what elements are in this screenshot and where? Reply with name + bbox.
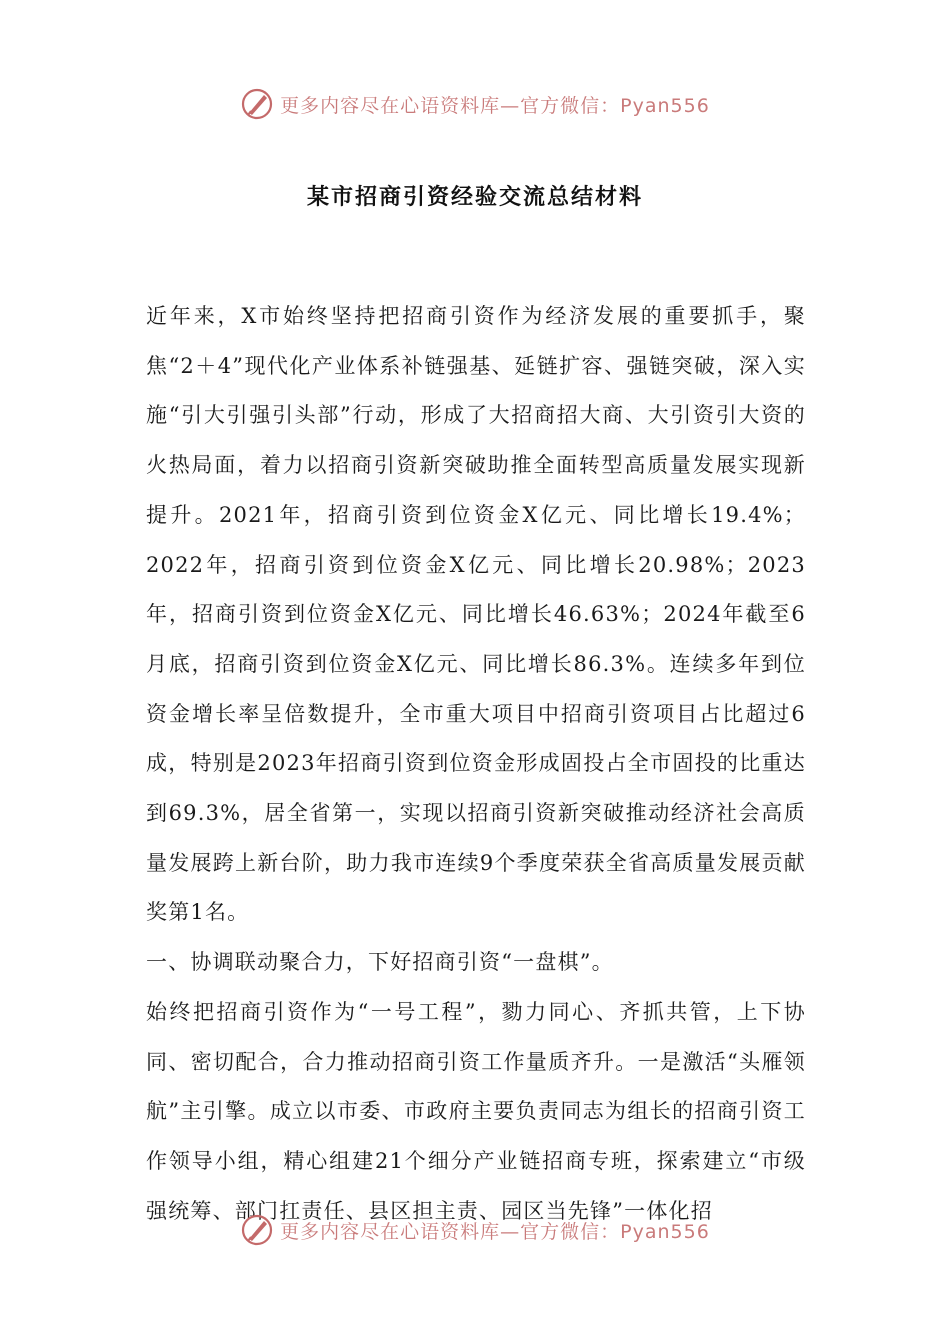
- document-title: 某市招商引资经验交流总结材料: [306, 185, 643, 210]
- header-watermark: [0, 84, 950, 124]
- body-paragraph: 始终把招商引资作为“一号工程”，勠力同心、齐抓共管，上下协同、密切配合，合力推动招商引资工作量质齐升。一是激活“头雁领航”主引擎。成立以市委、市政府主要负责同志为组长的招商引资工作领导小组，精心组建21个细分产业链招商专班，探索建立“市级强统筹、部门扛责任、县区担主责、园区当先锋”一体化招: [146, 999, 806, 1223]
- document-body: [146, 292, 806, 1236]
- quill-pen-logo-icon: [240, 87, 274, 121]
- watermark-text: 更多内容尽在心语资料库—官方微信：Pyan556: [280, 1220, 710, 1243]
- watermark-text: 更多内容尽在心语资料库—官方微信：Pyan556: [280, 94, 710, 117]
- footer-watermark: [0, 1210, 950, 1250]
- watermark-account: Pyan556: [620, 94, 710, 117]
- section-heading: 一、协调联动聚合力，下好招商引资“一盘棋”。: [146, 950, 614, 975]
- watermark-account: Pyan556: [620, 1220, 710, 1243]
- body-paragraph: 近年来，X市始终坚持把招商引资作为经济发展的重要抓手，聚焦“2＋4”现代化产业体系补链强基、延链扩容、强链突破，深入实施“引大引强引头部”行动，形成了大招商招大商、大引资引大资的火热局面，着力以招商引资新突破助推全面转型高质量发展实现新提升。2021年，招商引资到位资金X亿元、同比增长19.4%；2022年，招商引资到位资金X亿元、同比增长20.98%；2023年，招商引资到位资金X亿元、同比增长46.63%；2024年截至6月底，招商引资到位资金X亿元、同比增长86.3%。连续多年到位资金增长率呈倍数提升，全市重大项目中招商引资项目占比超过6成，特别是2023年招商引资到位资金形成固投占全市固投的比重达到69.3%，居全省第一，实现以招商引资新突破推动经济社会高质量发展跨上新台阶，助力我市连续9个季度荣获全省高质量发展贡献奖第1名。: [146, 304, 806, 925]
- quill-pen-logo-icon: [240, 1213, 274, 1247]
